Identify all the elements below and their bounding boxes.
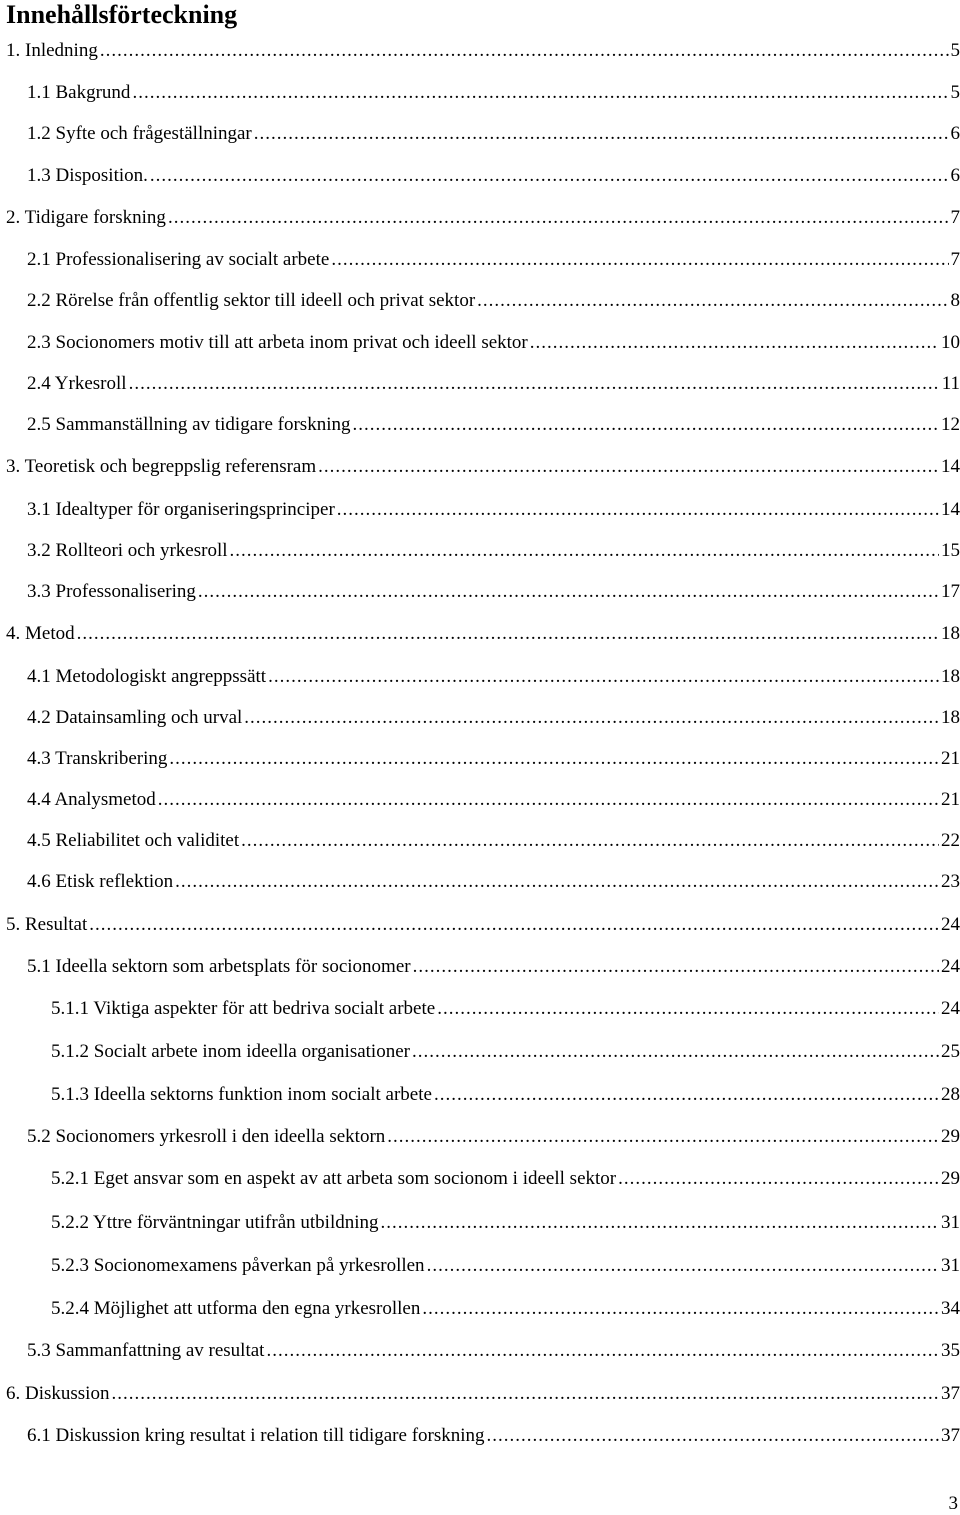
toc-entry-label: 1. Inledning bbox=[6, 40, 98, 61]
toc-entry-page: 29 bbox=[941, 1168, 960, 1189]
toc-entry-page: 31 bbox=[941, 1212, 960, 1233]
toc-entry[interactable] bbox=[6, 205, 960, 231]
toc-entry-label: 4.1 Metodologiskt angreppssätt bbox=[27, 666, 267, 687]
toc-entry-page: 18 bbox=[941, 707, 960, 728]
toc-entry-label: 4. Metod bbox=[6, 623, 75, 644]
toc-entry[interactable] bbox=[27, 705, 960, 731]
toc-dot-leader bbox=[427, 1253, 939, 1279]
toc-entry-label: 5.3 Sammanfattning av resultat bbox=[27, 1340, 265, 1361]
toc-entry[interactable] bbox=[27, 412, 960, 438]
toc-entry-label: 6.1 Diskussion kring resultat i relation till tidigare forskning bbox=[27, 1425, 485, 1446]
toc-title: Innehållsförteckning bbox=[6, 0, 238, 29]
toc-dot-leader bbox=[77, 621, 939, 647]
toc-entry[interactable] bbox=[27, 828, 960, 854]
toc-entry[interactable] bbox=[6, 38, 960, 64]
toc-entry-page: 34 bbox=[941, 1298, 960, 1319]
toc-entry[interactable] bbox=[27, 746, 960, 772]
toc-entry-label: 2.1 Professionalisering av socialt arbete bbox=[27, 249, 330, 270]
toc-dot-leader bbox=[337, 497, 939, 523]
toc-entry-page: 14 bbox=[941, 456, 960, 477]
toc-entry[interactable] bbox=[27, 664, 960, 690]
toc-entry-label: 3.2 Rollteori och yrkesroll bbox=[27, 540, 228, 561]
toc-entry[interactable] bbox=[27, 497, 960, 523]
toc-entry[interactable] bbox=[51, 1039, 960, 1065]
toc-entry-page: 35 bbox=[941, 1340, 960, 1361]
toc-entry-label: 4.2 Datainsamling och urval bbox=[27, 707, 243, 728]
toc-entry[interactable] bbox=[27, 579, 960, 605]
toc-entry[interactable] bbox=[27, 288, 960, 314]
toc-entry-label: 5.2.2 Yttre förväntningar utifrån utbildning bbox=[51, 1212, 379, 1233]
toc-entry-page: 22 bbox=[941, 830, 960, 851]
toc-dot-leader bbox=[331, 247, 948, 273]
toc-entry-page: 37 bbox=[941, 1425, 960, 1446]
toc-dot-leader bbox=[132, 80, 948, 106]
toc-entry[interactable] bbox=[27, 330, 960, 356]
toc-dot-leader bbox=[89, 912, 939, 938]
toc-entry-page: 6 bbox=[950, 165, 960, 186]
toc-entry-page: 21 bbox=[941, 748, 960, 769]
toc-dot-leader bbox=[381, 1210, 940, 1236]
toc-dot-leader bbox=[241, 828, 939, 854]
toc-dot-leader bbox=[422, 1296, 939, 1322]
toc-entry[interactable] bbox=[51, 1166, 960, 1192]
toc-dot-leader bbox=[168, 205, 949, 231]
toc-entry[interactable] bbox=[27, 371, 960, 397]
toc-entry[interactable] bbox=[51, 1210, 960, 1236]
toc-entry-label: 5.2 Socionomers yrkesroll i den ideella sektorn bbox=[27, 1126, 386, 1147]
toc-dot-leader bbox=[111, 1381, 939, 1407]
toc-entry[interactable] bbox=[27, 954, 960, 980]
toc-entry-label: 6. Diskussion bbox=[6, 1383, 110, 1404]
toc-dot-leader bbox=[387, 1124, 939, 1150]
toc-entry-page: 5 bbox=[950, 40, 960, 61]
toc-entry-page: 23 bbox=[941, 871, 960, 892]
toc-dot-leader bbox=[530, 330, 939, 356]
toc-entry-page: 7 bbox=[950, 207, 960, 228]
toc-dot-leader bbox=[618, 1166, 939, 1192]
toc-entry-label: 5.1.1 Viktiga aspekter för att bedriva socialt arbete bbox=[51, 998, 436, 1019]
toc-entry[interactable] bbox=[27, 1124, 960, 1150]
toc-dot-leader bbox=[169, 746, 939, 772]
toc-entry-label: 2.5 Sammanställning av tidigare forskning bbox=[27, 414, 351, 435]
toc-entry[interactable] bbox=[27, 538, 960, 564]
toc-entry-label: 2.4 Yrkesroll bbox=[27, 373, 127, 394]
toc-dot-leader bbox=[413, 954, 939, 980]
toc-entry-page: 18 bbox=[941, 623, 960, 644]
toc-entry[interactable] bbox=[27, 247, 960, 273]
toc-dot-leader bbox=[266, 1338, 939, 1364]
toc-dot-leader bbox=[318, 454, 939, 480]
toc-entry[interactable] bbox=[6, 912, 960, 938]
toc-dot-leader bbox=[158, 787, 939, 813]
page-number: 3 bbox=[948, 1493, 958, 1514]
toc-entry-page: 12 bbox=[941, 414, 960, 435]
toc-entry-label: 2.3 Socionomers motiv till att arbeta inom privat och ideell sektor bbox=[27, 332, 528, 353]
toc-entry-label: 5.1.2 Socialt arbete inom ideella organisationer bbox=[51, 1041, 410, 1062]
toc-entry-label: 5.1 Ideella sektorn som arbetsplats för socionomer bbox=[27, 956, 411, 977]
toc-entry-page: 5 bbox=[950, 82, 960, 103]
toc-entry-label: 4.4 Analysmetod bbox=[27, 789, 156, 810]
toc-entry[interactable] bbox=[27, 1423, 960, 1449]
toc-entry-page: 11 bbox=[941, 373, 960, 394]
toc-entry-label: 5.2.3 Socionomexamens påverkan på yrkesrollen bbox=[51, 1255, 425, 1276]
toc-entry-label: 1.3 Disposition. bbox=[27, 165, 148, 186]
toc-entry-page: 37 bbox=[941, 1383, 960, 1404]
toc-entry-page: 24 bbox=[941, 998, 960, 1019]
toc-entry-page: 24 bbox=[941, 914, 960, 935]
toc-entry-label: 2. Tidigare forskning bbox=[6, 207, 166, 228]
toc-entry-label: 3.3 Professonalisering bbox=[27, 581, 196, 602]
toc-entry[interactable] bbox=[27, 163, 960, 189]
toc-entry[interactable] bbox=[27, 80, 960, 106]
toc-entry-page: 21 bbox=[941, 789, 960, 810]
toc-entry-label: 5.1.3 Ideella sektorns funktion inom socialt arbete bbox=[51, 1084, 432, 1105]
toc-entry-page: 17 bbox=[941, 581, 960, 602]
toc-entry[interactable] bbox=[27, 1338, 960, 1364]
toc-dot-leader bbox=[129, 371, 940, 397]
toc-dot-leader bbox=[487, 1423, 939, 1449]
toc-dot-leader bbox=[477, 288, 948, 314]
toc-entry[interactable] bbox=[6, 621, 960, 647]
toc-dot-leader bbox=[254, 121, 949, 147]
toc-entry-page: 6 bbox=[950, 123, 960, 144]
toc-dot-leader bbox=[230, 538, 939, 564]
toc-entry-label: 1.2 Syfte och frågeställningar bbox=[27, 123, 252, 144]
toc-entry-page: 31 bbox=[941, 1255, 960, 1276]
toc-entry-page: 29 bbox=[941, 1126, 960, 1147]
toc-entry-label: 3. Teoretisk och begreppslig referensram bbox=[6, 456, 317, 477]
toc-entry-label: 2.2 Rörelse från offentlig sektor till ideell och privat sektor bbox=[27, 290, 476, 311]
toc-entry-page: 24 bbox=[941, 956, 960, 977]
toc-entry-label: 4.5 Reliabilitet och validitet bbox=[27, 830, 240, 851]
toc-entry[interactable] bbox=[27, 787, 960, 813]
toc-dot-leader bbox=[352, 412, 939, 438]
toc-dot-leader bbox=[198, 579, 939, 605]
toc-entry[interactable] bbox=[6, 1381, 960, 1407]
toc-entry-label: 5.2.1 Eget ansvar som en aspekt av att arbeta som socionom i ideell sektor bbox=[51, 1168, 617, 1189]
toc-entry-page: 8 bbox=[950, 290, 960, 311]
toc-entry[interactable] bbox=[51, 1082, 960, 1108]
toc-entry-page: 7 bbox=[950, 249, 960, 270]
toc-dot-leader bbox=[268, 664, 939, 690]
toc-entry[interactable] bbox=[51, 1296, 960, 1322]
toc-entry-label: 3.1 Idealtyper för organiseringsprinciper bbox=[27, 499, 335, 520]
toc-entry[interactable] bbox=[6, 454, 960, 480]
toc-dot-leader bbox=[100, 38, 949, 64]
toc-dot-leader bbox=[412, 1039, 939, 1065]
toc-entry-page: 18 bbox=[941, 666, 960, 687]
toc-entry-page: 14 bbox=[941, 499, 960, 520]
toc-entry-label: 5. Resultat bbox=[6, 914, 88, 935]
toc-entry-page: 25 bbox=[941, 1041, 960, 1062]
toc-entry-label: 4.6 Etisk reflektion bbox=[27, 871, 174, 892]
toc-dot-leader bbox=[150, 163, 949, 189]
toc-entry-page: 15 bbox=[941, 540, 960, 561]
toc-entry[interactable] bbox=[27, 121, 960, 147]
toc-entry-label: 1.1 Bakgrund bbox=[27, 82, 131, 103]
toc-dot-leader bbox=[434, 1082, 939, 1108]
toc-entry-page: 10 bbox=[941, 332, 960, 353]
toc-entry[interactable] bbox=[51, 996, 960, 1022]
toc-entry[interactable] bbox=[51, 1253, 960, 1279]
toc-entry-label: 4.3 Transkribering bbox=[27, 748, 168, 769]
toc-entry-label: 5.2.4 Möjlighet att utforma den egna yrkesrollen bbox=[51, 1298, 421, 1319]
toc-dot-leader bbox=[244, 705, 939, 731]
toc-dot-leader bbox=[437, 996, 939, 1022]
toc-entry[interactable] bbox=[27, 869, 960, 895]
toc-entry-page: 28 bbox=[941, 1084, 960, 1105]
toc-dot-leader bbox=[175, 869, 939, 895]
